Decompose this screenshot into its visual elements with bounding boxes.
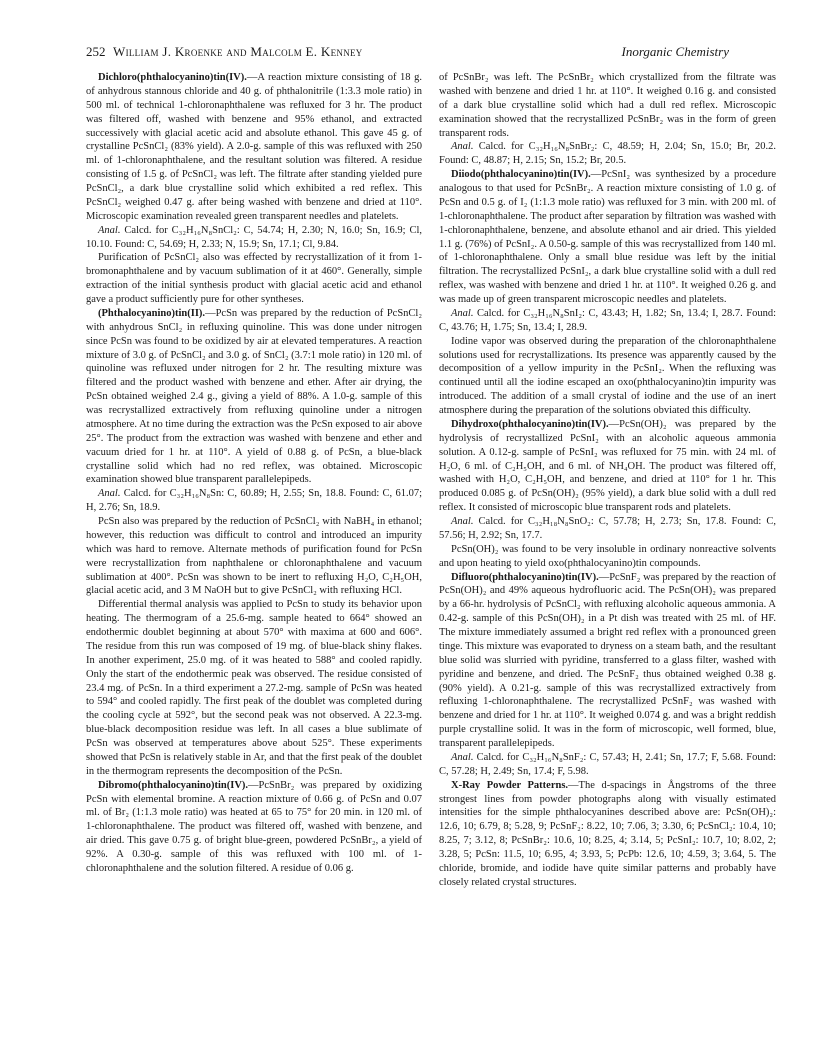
paragraph-text: Calcd. for C₃₂H₁₆N₈SnCl₂: C, 54.74; H, 2.30; N, 16.0; Sn, 16.9; Cl, 10.10. Found: C, 54.69; H, 2.33; N, 15.9; Sn, 17.1; Cl, 9.84. xyxy=(86,224,422,250)
paragraph-text: PcSn also was prepared by the reduction of PcSnCl₂ with NaBH₄ in ethanol; however, this reduction was difficult to control and introduced an impurity which was hard to remove. Alternate methods of purification found for PcSn were recrystallization from naphthalene or chloronaphthalene and vacuum sublimation at 400°. PcSn was shown to be inert to refluxing H₂O, C₂H₅OH, glacial acetic acid, and 3 M NaOH but to give PcSnCl₂ with refluxing HCl. xyxy=(86,516,422,597)
paragraph xyxy=(86,598,422,778)
left-column xyxy=(86,71,422,876)
paragraph-heading: Dihydroxo(phthalocyanino)tin(IV). xyxy=(451,418,609,430)
running-header xyxy=(86,44,729,62)
paragraph xyxy=(86,224,422,252)
paragraph xyxy=(86,71,422,224)
paragraph-heading: Diiodo(phthalocyanino)tin(IV). xyxy=(451,169,591,181)
paragraph xyxy=(86,779,422,876)
paragraph xyxy=(439,307,776,335)
paragraph xyxy=(439,751,776,779)
paragraph-text: —PcSnBr₂ was prepared by oxidizing PcSn with elemental bromine. A reaction mixture of 0.66 g. of PcSn and 0.07 ml. of Br₂ (1:1.3 mole ratio) was heated at 65 to 75° for 20 min. in 120 ml. of 1-chloronaphthalene. The product was filtered off, washed with benzene, and air dried. This gave 0.75 g. of bright blue-green, powdered PcSnBr₂, a yield of 92%. A 0.30-g. sample of this was refluxed with 100 ml. of 1-chloronaphthalene and the solution filtered. A residue of 0.06 g. xyxy=(86,779,422,874)
paragraph-text: Calcd. for C₃₂H₁₆N₈SnF₂: C, 57.43; H, 2.41; Sn, 17.7; F, 5.68. Found: C, 57.28; H, 2.49; Sn, 17.4; F, 5.98. xyxy=(439,751,776,777)
paragraph xyxy=(439,71,776,140)
paragraph-text: —PcSnF₂ was prepared by the reaction of PcSn(OH)₂ and 49% aqueous hydrofluoric acid. The PcSn(OH)₂ was prepared by a 66-hr. hydrolysis of PcSnCl₂ with refluxing alcoholic aqueous ammonia. A 0.42-g. sample of this PcSn(OH)₂ in a Pt dish was treated with 25 ml. of HF. The mixture immediately assumed a bright red reflex with a pronounced green tinge. This mixture was evaporated to dryness on a steam bath, and the resultant blue solid was slurried with pyridine, transferred to a glass filter, washed with pyridine and benzene, and dried. The PcSnF₂ thus obtained weighed 0.38 g. (90% yield). A 0.21-g. sample of this was recrystallized extractively from refluxing 1-chloronaphthalene. The recrystallized PcSnF₂ was washed with benzene and dried for 1 hr. at 110°. It weighed 0.074 g. and was a bright reddish purple crystalline solid. It was in the form of microscopic, well formed, blue, transparent parallelepipeds. xyxy=(439,571,776,749)
paragraph xyxy=(439,335,776,418)
paragraph-heading: Dibromo(phthalocyanino)tin(IV). xyxy=(98,779,249,791)
paragraph-text: Purification of PcSnCl₂ also was effected by recrystallization of it from 1-bromonaphthalene and by vacuum sublimation of it at 460°. Generally, simple extraction of the initial synthesis product with glacial acetic acid and ethanol gave a product sufficiently pure for other syntheses. xyxy=(86,252,422,305)
paragraph xyxy=(439,418,776,515)
paragraph-heading: Anal. xyxy=(98,224,121,236)
paragraph xyxy=(86,515,422,598)
paragraph-text: Calcd. for C₃₂H₁₆N₈SnI₂: C, 43.43; H, 1.82; Sn, 13.4; I, 28.7. Found: C, 43.76; H, 1.75; Sn, 13.4; I, 28.9. xyxy=(439,307,776,333)
paragraph-heading: Anal. xyxy=(451,307,474,319)
paragraph xyxy=(86,307,422,487)
paragraph-text: Calcd. for C₃₂H₁₆N₈Sn: C, 60.89; H, 2.55; Sn, 18.8. Found: C, 61.07; H, 2.76; Sn, 18.9. xyxy=(86,488,422,514)
paragraph-text: —PcSn(OH)₂ was prepared by the hydrolysis of recrystallized PcSnI₂ with an alcoholic aqueous ammonia solution. A 0.12-g. sample of PcSnI₂ was refluxed for 75 min. with 24 ml. of H₂O, 6 ml. of C₂H₅OH, and 6 ml. of NH₄OH. The product was filtered off, washed with H₂O, C₂H₅OH, and benzene, and dried at 110° for 1 hr. This produced 0.085 g. of PcSn(OH)₂ (95% yield), a dark blue solid with a dull red reflex. It consisted of microscopic blue transparent rods and platelets. xyxy=(439,418,776,514)
paragraph-heading: X-Ray Powder Patterns. xyxy=(451,779,569,791)
running-head-authors: William J. Kroenke and Malcolm E. Kenney xyxy=(113,44,363,59)
paragraph xyxy=(439,779,776,890)
paragraph xyxy=(86,251,422,307)
paragraph-heading: (Phthalocyanino)tin(II). xyxy=(98,307,206,319)
paragraph-text: —The d-spacings in Ångstroms of the three strongest lines from powder photographs along with visually estimated intensities for the simple phthalocyanines described above are: PcSn(OH)₂: 12.6, 10; 6.79, 8; 5.28, 9; PcSnF₂: 8.22, 10; 7.06, 3; 3.30, 6; PcSnCl₂: 10.4, 10; 8.25, 7; 3.12, 8; PcSnBr₂: 10.6, 10; 8.25, 4; 3.14, 5; PcSnI₂: 10.7, 10; 8.02, 2; 3.28, 5; PcSn: 11.5, 10; 6.95, 4; 3.93, 5; PcPb: 12.6, 10; 4.59, 3; 3.64, 5. The chloride, bromide, and iodide have quite similar patterns and probably have closely related crystal structures. xyxy=(439,779,776,888)
paragraph-text: —PcSn was prepared by the reduction of PcSnCl₂ with anhydrous SnCl₂ in refluxing quinoline. This was done under nitrogen since PcSn was found to be oxidized by air at elevated temperatures. A reaction mixture of 3.0 g. of PcSnCl₂ and 3.0 g. of SnCl₂ (3.7:1 mole ratio) in 120 ml. of quinoline was refluxed under nitrogen for 2 hr. The resulting mixture was filtered and the product washed with benzene and ether. After air drying, the PcSn obtained weighed 2.4 g., giving a yield of 88%. A 1.0-g. sample of this was recrystallized extractively from refluxing quinoline under a nitrogen atmosphere. At no time during the extraction was the PcSn exposed to air above 25°. The product from the extraction was washed with benzene and ether and vacuum dried for 1 hr. at 110°. A yield of 0.88 g. of PcSn, a blue-black crystalline solid which had no red reflex, was obtained. Microscopic examination showed blue transparent parallelepipeds. xyxy=(86,307,422,486)
paragraph-heading: Anal. xyxy=(451,141,474,153)
paragraph-text: Calcd. for C₃₂H₁₈N₈SnO₂: C, 57.78; H, 2.73; Sn, 17.8. Found: C, 57.56; H, 2.92; Sn, 17.7. xyxy=(439,516,776,541)
paragraph xyxy=(439,543,776,571)
paragraph-heading: Dichloro(phthalocyanino)tin(IV). xyxy=(98,72,247,83)
paragraph-text: Iodine vapor was observed during the preparation of the chloronaphthalene solutions used for recrystallizations. Its presence was apparently caused by the decomposition of a yellow impurity in the PcSnI₂. When the refluxing was continued until all the iodine escaped an oxo(phthalocyanino)tin impurity was introduced. The addition of a small crystal of iodine and the use of an inert atmosphere during the preparation of the solutions obviated this difficulty. xyxy=(439,335,776,416)
page-number: 252 xyxy=(86,44,106,59)
paragraph xyxy=(86,487,422,515)
paragraph xyxy=(439,140,776,168)
paragraph xyxy=(439,168,776,307)
journal-title: Inorganic Chemistry xyxy=(621,44,729,59)
paragraph-heading: Anal. xyxy=(98,488,121,500)
paragraph-text: of PcSnBr₂ was left. The PcSnBr₂ which crystallized from the filtrate was washed with benzene and dried 1 hr. at 110°. It weighed 0.16 g. and consisted of a dark blue crystalline solid which had a dull red reflex. Microscopic examination showed that the recrystallized PcSnBr₂ was in the form of green transparent rods. xyxy=(439,72,776,139)
paragraph-heading: Anal. xyxy=(451,516,474,527)
paragraph-text: —A reaction mixture consisting of 18 g. of anhydrous stannous chloride and 40 g. of phthalonitrile (1:3.3 mole ratio) in 500 ml. of technical 1-chloronaphthalene was refluxed for 3 hr. The product was filtered off, washed with benzene and 95% ethanol, and extracted successively with glacial acetic acid and absolute ethanol. This gave 45 g. of crystalline PcSnCl₂ (83% yield). A 2.0-g. sample of this was refluxed with 250 ml. of 1-chloronaphthalene, and the resultant solution was filtered. A residue consisting of 1.5 g. of PcSnCl₂ was left. The filtrate after standing yielded pure PcSnCl₂, a dark blue crystalline solid which exhibited a red reflex. This PcSnCl₂ weighed 0.47 g. after being washed with benzene and dried at 110°. Microscopic examination revealed green transparent needles and platelets. xyxy=(86,72,422,222)
paragraph xyxy=(439,571,776,751)
paragraph-text: Differential thermal analysis was applied to PcSn to study its behavior upon heating. The thermogram of a 25.6-mg. sample heated to 664° showed an endothermic doublet beginning at about 570° with maxima at 600 and 606°. The residue from this run was composed of 19 mg. of blue-black shiny flakes. In another experiment, 25.0 mg. of it was heated to 588° and cooled rapidly. Only the start of the endothermic peak was observed. The residue consisted of 23.4 mg. of PcSn. In a third experiment a 27.2-mg. sample of PcSn was heated to 594° and cooled rapidly. The first peak of the doublet was completed during the cooling cycle at 592°, but the second peak was not observed. A 22.3-mg. blue-black decomposition residue was left. In all cases a blue sublimate of PcSn was observed at temperatures above about 525°. These experiments showed that PcSn is relatively stable in Ar, and that the first peak of the doublet in the thermogram represents the decomposition of the PcSn. xyxy=(86,599,422,777)
paragraph-text: PcSn(OH)₂ was found to be very insoluble in ordinary nonreactive solvents and upon heating to yield oxo(phthalocyanino)tin compounds. xyxy=(439,543,776,569)
paragraph-heading: Anal. xyxy=(451,751,474,763)
paragraph-text: —PcSnI₂ was synthesized by a procedure analogous to that used for PcSnBr₂. A reaction mixture consisting of 1.0 g. of PcSn and 0.5 g. of I₂ (1:1.3 mole ratio) was refluxed for 3 min. with 200 ml. of 1-chloronaphthalene. The product after separation by filtration was washed with 1-chloronaphthalene, benzene, and absolute ethanol and air dried. This yielded 1.1 g. (76%) of PcSnI₂. A 0.50-g. sample of this was recrystallized from 140 ml. of 1-chloronaphthalene. Only a small blue residue was left by the initial filtration. The recrystallized PcSnI₂, a dark blue crystalline solid with a dull red reflex, was washed with benzene and dried 1 hr. at 110°. It weighed 0.26 g. and was made up of green transparent microscopic needles and platelets. xyxy=(439,169,776,305)
paragraph xyxy=(439,515,776,543)
right-column xyxy=(439,71,776,890)
paragraph-text: Calcd. for C₃₂H₁₆N₈SnBr₂: C, 48.59; H, 2.04; Sn, 15.0; Br, 20.2. Found: C, 48.87; H, 2.15; Sn, 15.2; Br, 20.5. xyxy=(439,141,776,167)
paragraph-heading: Difluoro(phthalocyanino)tin(IV). xyxy=(451,571,599,583)
